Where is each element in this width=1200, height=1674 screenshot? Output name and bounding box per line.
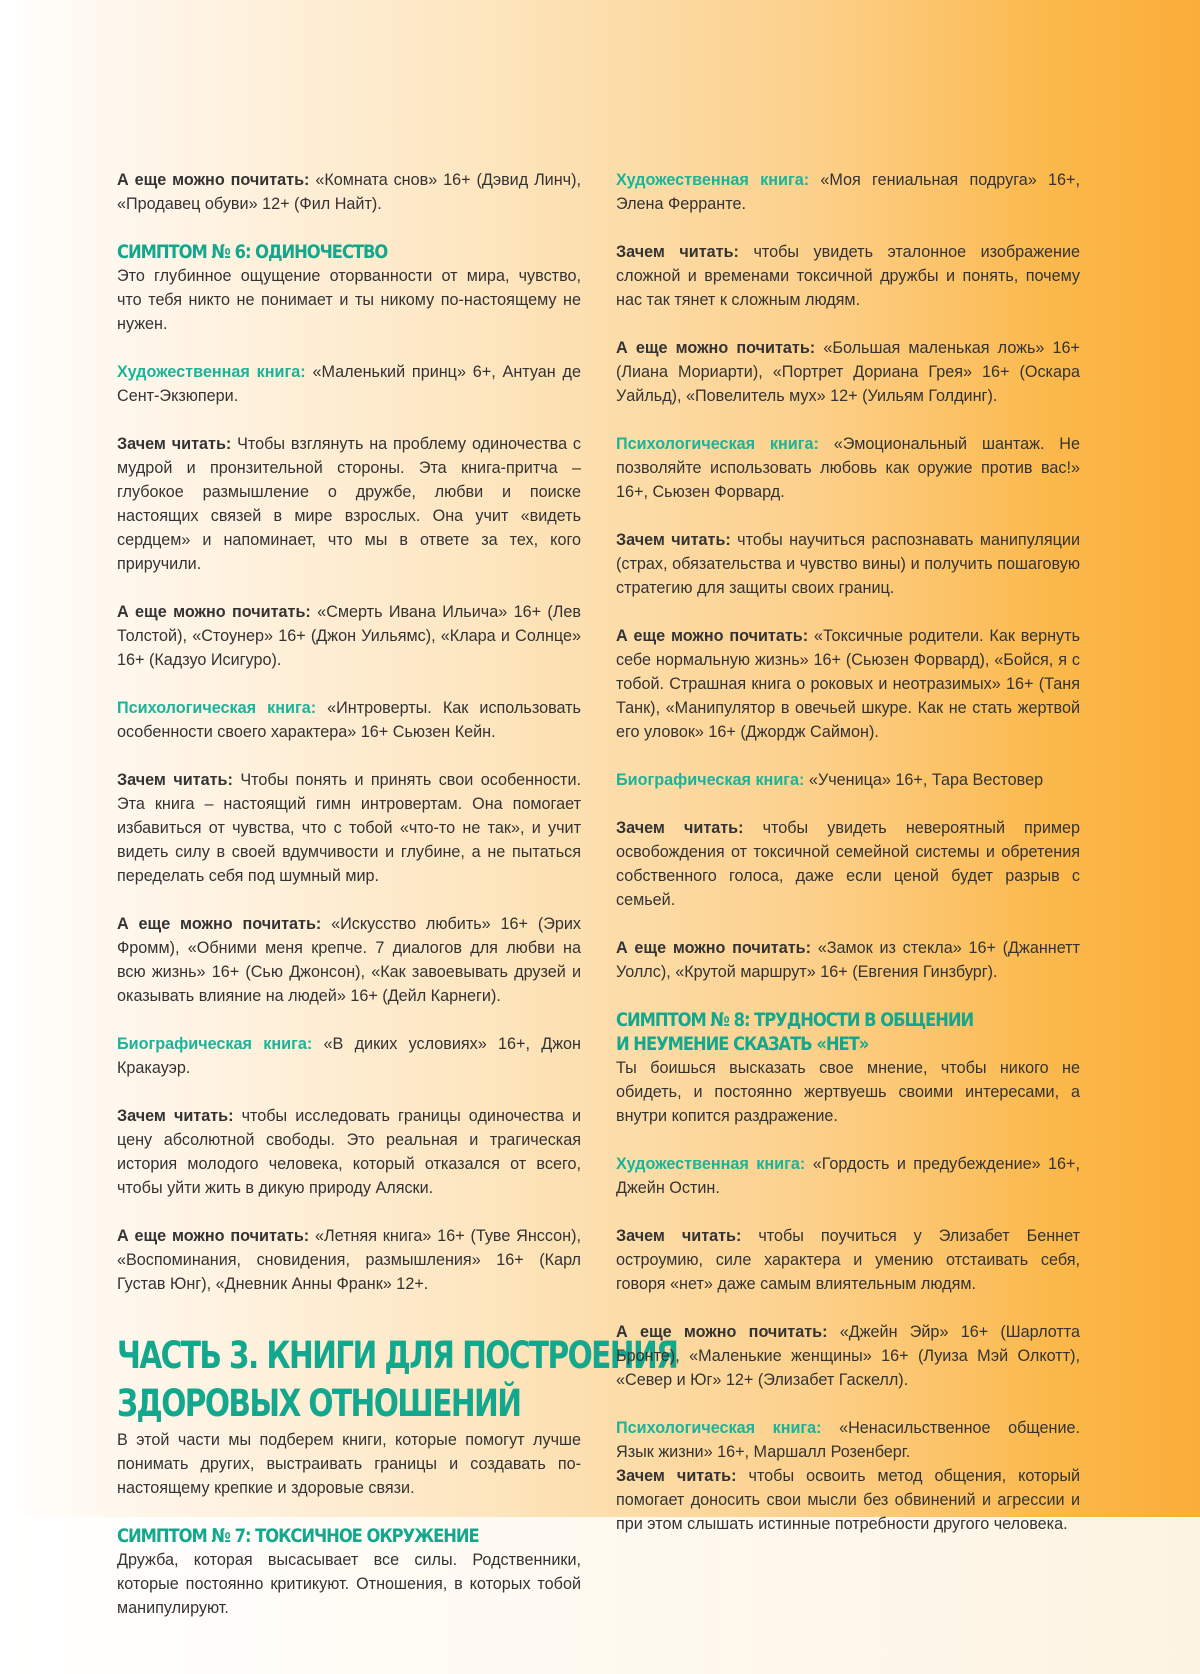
part3-intro: В этой части мы подберем книги, которые помогут лучше понимать других, выстраивать границы и создавать по-настоящему крепкие и здоровые связи.: [117, 1431, 581, 1497]
symptom6-bio-book: Биографическая книга: «В диких условиях» 16+, Джон Кракауэр.: [117, 1035, 581, 1077]
symptom6-fiction-more: А еще можно почитать: «Смерть Ивана Ильича» 16+ (Лев Толстой), «Стоунер» 16+ (Джон Уильямс), «Клара и Солнце» 16+ (Кадзуо Исигуро).: [117, 603, 582, 669]
part3-title: [117, 1332, 678, 1428]
symptom8-psych-why: Зачем читать: чтобы освоить метод общения, который помогает доносить свои мысли без обвинений и агрессии и при этом слышать истинные потребности другого человека.: [616, 1467, 1080, 1533]
symptom6-psych-why: Зачем читать: Чтобы понять и принять свои особенности. Эта книга – настоящий гимн интровертам. Она помогает избавиться от чувства, что с тобой «что-то не так», и учит видеть силу в своей вдумчивости и глубине, а не пытаться переделать себя под шумный мир.: [117, 771, 582, 885]
symptom6-bio-more: А еще можно почитать: «Летняя книга» 16+ (Туве Янссон), «Воспоминания, сновидения, размышления» 16+ (Карл Густав Юнг), «Дневник Анны Франк» 12+.: [117, 1227, 581, 1293]
symptom8-intro: Ты боишься высказать свое мнение, чтобы никого не обидеть, и постоянно жертвуешь своими интересами, а внутри копится раздражение.: [616, 1059, 1080, 1125]
symptom6-heading: СИМПТОМ № 6: ОДИНОЧЕСТВО: [117, 241, 388, 263]
symptom7-fiction-book: Художественная книга: «Моя гениальная подруга» 16+, Элена Ферранте.: [616, 171, 1080, 213]
symptom8-psych-book: Психологическая книга: «Ненасильственное общение. Язык жизни» 16+, Маршалл Розенберг.: [616, 1419, 1080, 1461]
symptom6-intro: Это глубинное ощущение оторванности от мира, чувство, что тебя никто не понимает и ты никому по-настоящему не нужен.: [117, 267, 581, 333]
symptom8-fiction-why: Зачем читать: чтобы поучиться у Элизабет Беннет остроумию, силе характера и умению отстаивать себя, говоря «нет» даже самым влиятельным людям.: [616, 1227, 1080, 1293]
right-column: [616, 168, 1080, 1536]
symptom6-psych-more: А еще можно почитать: «Искусство любить» 16+ (Эрих Фромм), «Обними меня крепче. 7 диалогов для любви на всю жизнь» 16+ (Сью Джонсон), «Как завоевывать друзей и оказывать влияние на людей» 16+ (Дейл Карнеги).: [117, 915, 581, 1005]
symptom5-more-reading: А еще можно почитать: «Комната снов» 16+ (Дэвид Линч), «Продавец обуви» 12+ (Фил Найт).: [117, 171, 581, 213]
symptom8-heading-line1: СИМПТОМ № 8: ТРУДНОСТИ В ОБЩЕНИИ: [616, 1009, 974, 1031]
symptom7-bio-why: Зачем читать: чтобы увидеть невероятный пример освобождения от токсичной семейной системы и обретения собственного голоса, даже если ценой будет разрыв с семьей.: [616, 819, 1080, 909]
symptom6-bio-why: Зачем читать: чтобы исследовать границы одиночества и цену абсолютной свободы. Это реальная и трагическая история молодого человека, который отказался от всего, чтобы уйти жить в дикую природу Аляски.: [117, 1107, 581, 1197]
part3-title-line2: ЗДОРОВЫХ ОТНОШЕНИЙ: [117, 1382, 521, 1425]
symptom7-bio-more: А еще можно почитать: «Замок из стекла» 16+ (Джаннетт Уоллс), «Крутой маршрут» 16+ (Евгения Гинзбург).: [616, 939, 1080, 981]
symptom8-fiction-more: А еще можно почитать: «Джейн Эйр» 16+ (Шарлотта Бронте), «Маленькие женщины» 16+ (Луиза Мэй Олкотт), «Север и Юг» 12+ (Элизабет Гаскелл).: [616, 1323, 1080, 1389]
symptom7-psych-why: Зачем читать: чтобы научиться распознавать манипуляции (страх, обязательства и чувство вины) и получить пошаговую стратегию для защиты своих границ.: [616, 531, 1080, 597]
symptom7-heading: СИМПТОМ № 7: ТОКСИЧНОЕ ОКРУЖЕНИЕ: [117, 1525, 479, 1547]
symptom7-psych-book: Психологическая книга: «Эмоциональный шантаж. Не позволяйте использовать любовь как оружие против вас!» 16+, Сьюзен Форвард.: [616, 435, 1080, 501]
left-column: [117, 168, 678, 1620]
symptom6-fiction-why: Зачем читать: Чтобы взглянуть на проблему одиночества с мудрой и пронзительной стороны. Эта книга-притча – глубокое размышление о дружбе, любви и поиске настоящих связей в мире взрослых. Она учит «видеть сердцем» и напоминает, что мы в ответе за тех, кого приручили.: [117, 435, 582, 573]
symptom8-fiction-book: Художественная книга: «Гордость и предубеждение» 16+, Джейн Остин.: [616, 1155, 1080, 1197]
symptom8-heading-line2: И НЕУМЕНИЕ СКАЗАТЬ «НЕТ»: [616, 1033, 869, 1055]
symptom7-fiction-more: А еще можно почитать: «Большая маленькая ложь» 16+ (Лиана Мориарти), «Портрет Дориана Грея» 16+ (Оскара Уайльд), «Повелитель мух» 12+ (Уильям Голдинг).: [616, 339, 1081, 405]
symptom7-fiction-why: Зачем читать: чтобы увидеть эталонное изображение сложной и временами токсичной дружбы и понять, почему нас так тянет к сложным людям.: [616, 243, 1081, 309]
symptom7-psych-more: А еще можно почитать: «Токсичные родители. Как вернуть себе нормальную жизнь» 16+ (Сьюзен Форвард), «Бойся, я с тобой. Страшная книга о роковых и неотразимых» 16+ (Таня Танк), «Манипулятор в овечьей шкуре. Как не стать жертвой его уловок» 16+ (Джордж Саймон).: [616, 627, 1081, 741]
symptom6-psych-book: Психологическая книга: «Интроверты. Как использовать особенности своего характера» 16+ Сьюзен Кейн.: [117, 699, 581, 741]
part3-title-line1: ЧАСТЬ 3. КНИГИ ДЛЯ ПОСТРОЕНИЯ: [117, 1334, 678, 1377]
symptom7-intro: Дружба, которая высасывает все силы. Родственники, которые постоянно критикуют. Отношения, в которых тобой манипулируют.: [117, 1551, 581, 1617]
symptom6-fiction-book: Художественная книга: «Маленький принц» 6+, Антуан де Сент-Экзюпери.: [117, 363, 581, 405]
symptom7-bio-book: Биографическая книга: «Ученица» 16+, Тара Вестовер: [616, 771, 1044, 789]
